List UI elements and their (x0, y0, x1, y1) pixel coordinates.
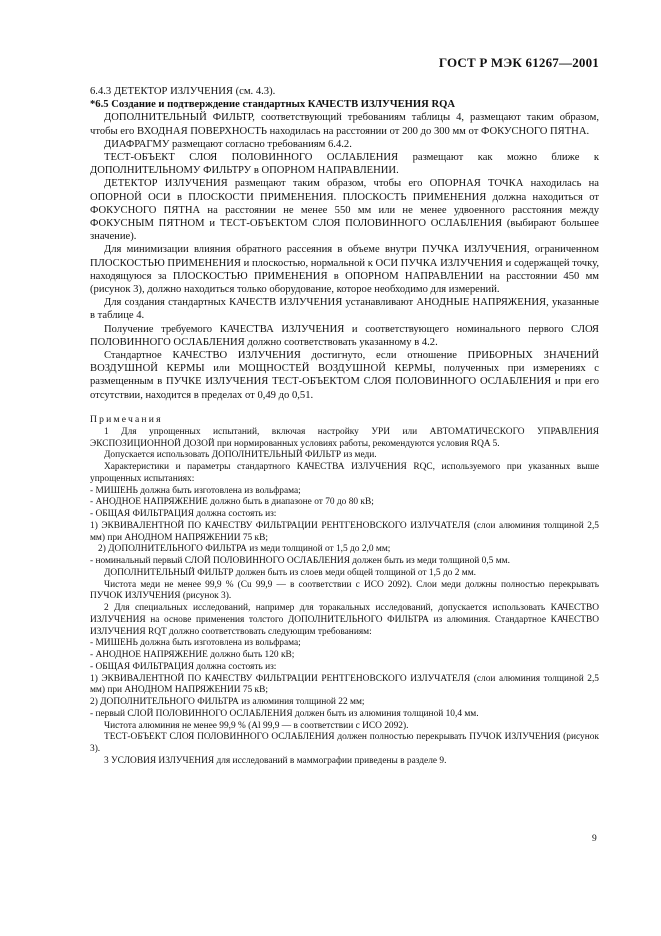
document-header: ГОСТ Р МЭК 61267—2001 (438, 55, 599, 70)
note-line: - номинальный первый СЛОЙ ПОЛОВИННОГО ОСЛАБЛЕНИЯ должен быть из меди толщиной 0,5 мм. (90, 556, 510, 567)
note-line: Чистота алюминия не менее 99,9 % (Al 99,9 — в соответствии с ИСО 2092). (104, 720, 409, 731)
note-line: 2 Для специальных исследований, например для торакальных исследований, допускается использовать КАЧЕСТВО ИЗЛУЧЕНИЯ на основе применения толстого ДОПОЛНИТЕЛЬНОГО ФИЛЬТРА из алюминия. Стандартное КАЧЕСТВО ИЗЛУЧЕНИЯ RQT должно соответствовать следующим требованиям: (90, 603, 599, 637)
note-line: 3 УСЛОВИЯ ИЗЛУЧЕНИЯ для исследований в маммографии приведены в разделе 9. (104, 755, 447, 766)
body-paragraph: Для создания стандартных КАЧЕСТВ ИЗЛУЧЕНИЯ устанавливают АНОДНЫЕ НАПРЯЖЕНИЯ, указанные в таблице 4. (90, 297, 599, 322)
body-paragraph: 6.4.3 ДЕТЕКТОР ИЗЛУЧЕНИЯ (см. 4.3). (90, 86, 276, 97)
body-paragraph: Стандартное КАЧЕСТВО ИЗЛУЧЕНИЯ достигнуто, если отношение ПРИБОРНЫХ ЗНАЧЕНИЙ ВОЗДУШНОЙ КЕРМЫ или МОЩНОСТЕЙ ВОЗДУШНОЙ КЕРМЫ, полученных при измерениях с размещенным в ПУЧКЕ ИЗЛУЧЕНИЯ ТЕСТ-ОБЪЕКТОМ СЛОЯ ПОЛОВИННОГО ОСЛАБЛЕНИЯ и при его отсутствии, находится в пределах от 0,49 до 0,51. (90, 350, 599, 401)
note-line: 2) ДОПОЛНИТЕЛЬНОГО ФИЛЬТРА из алюминия толщиной 22 мм; (90, 697, 365, 708)
body-paragraph: ДОПОЛНИТЕЛЬНЫЙ ФИЛЬТР, соответствующий требованиям таблицы 4, размещают таким образом, чтобы его ВХОДНАЯ ПОВЕРХНОСТЬ находилась на расстоянии от 200 до 300 мм от ФОКУСНОГО ПЯТНА. (90, 112, 599, 137)
body-paragraph: Для минимизации влияния обратного рассеяния в объеме внутри ПУЧКА ИЗЛУЧЕНИЯ, ограниченном ПЛОСКОСТЬЮ ПРИМЕНЕНИЯ и плоскостью, нормальной к ОСИ ПУЧКА ИЗЛУЧЕНИЯ и содержащей точку, находящуюся за ПЛОСКОСТЬЮ ПРИМЕНЕНИЯ в ОПОРНОМ НАПРАВЛЕНИИ на расстоянии 450 мм (рисунок 3), должно находиться только оборудование, которое необходимо для измерений. (90, 244, 599, 296)
page-number: 9 (592, 834, 597, 844)
note-line: 1 Для упрощенных испытаний, включая настройку УРИ или АВТОМАТИЧЕСКОГО УПРАВЛЕНИЯ ЭКСПОЗИЦИОННОЙ ДОЗОЙ при нормированных условиях работы, рекомендуются условия RQA 5. (90, 426, 599, 449)
note-line: - МИШЕНЬ должна быть изготовлена из вольфрама; (90, 485, 301, 496)
note-line: 1) ЭКВИВАЛЕНТНОЙ ПО КАЧЕСТВУ ФИЛЬТРАЦИИ РЕНТГЕНОВСКОГО ИЗЛУЧАТЕЛЯ (слои алюминия толщиной 2,5 мм) при АНОДНОМ НАПРЯЖЕНИИ 75 кВ; (90, 673, 599, 696)
notes (90, 427, 599, 768)
note-line: Допускается использовать ДОПОЛНИТЕЛЬНЫЙ ФИЛЬТР из меди. (104, 450, 377, 461)
note-line: - первый СЛОЙ ПОЛОВИННОГО ОСЛАБЛЕНИЯ должен быть из алюминия толщиной 10,4 мм. (90, 708, 479, 719)
body-paragraph: ДИАФРАГМУ размещают согласно требованиям 6.4.2. (104, 138, 352, 150)
note-line: - АНОДНОЕ НАПРЯЖЕНИЕ должно быть в диапазоне от 70 до 80 кВ; (90, 497, 374, 508)
page-content (90, 85, 599, 768)
note-line: ТЕСТ-ОБЪЕКТ СЛОЯ ПОЛОВИННОГО ОСЛАБЛЕНИЯ должен полностью перекрывать ПУЧОК ИЗЛУЧЕНИЯ (рисунок 3). (90, 732, 599, 755)
note-line: - АНОДНОЕ НАПРЯЖЕНИЕ должно быть 120 кВ; (90, 650, 295, 661)
note-line: - МИШЕНЬ должна быть изготовлена из вольфрама; (90, 638, 301, 649)
body-paragraph: Получение требуемого КАЧЕСТВА ИЗЛУЧЕНИЯ и соответствующего номинального первого СЛОЯ ПОЛОВИННОГО ОСЛАБЛЕНИЯ должно соответствовать указанному в 4.2. (90, 323, 599, 348)
body-text (90, 85, 599, 402)
note-line: ДОПОЛНИТЕЛЬНЫЙ ФИЛЬТР должен быть из слоев меди общей толщиной от 1,5 до 2 мм. (104, 567, 476, 578)
body-paragraph: ТЕСТ-ОБЪЕКТ СЛОЯ ПОЛОВИННОГО ОСЛАБЛЕНИЯ размещают как можно ближе к ДОПОЛНИТЕЛЬНОМУ ФИЛЬТРУ в ОПОРНОМ НАПРАВЛЕНИИ. (90, 152, 599, 177)
note-line: 1) ЭКВИВАЛЕНТНОЙ ПО КАЧЕСТВУ ФИЛЬТРАЦИИ РЕНТГЕНОВСКОГО ИЗЛУЧАТЕЛЯ (слои алюминия толщиной 2,5 мм) при АНОДНОМ НАПРЯЖЕНИИ 75 кВ; (90, 520, 599, 543)
note-line: Характеристики и параметры стандартного КАЧЕСТВА ИЗЛУЧЕНИЯ RQC, используемого при указанных выше упрощенных испытаниях: (90, 462, 599, 484)
note-line: 2) ДОПОЛНИТЕЛЬНОГО ФИЛЬТРА из меди толщиной от 1,5 до 2,0 мм; (98, 544, 391, 555)
note-line: - ОБЩАЯ ФИЛЬТРАЦИЯ должна состоять из: (90, 661, 277, 672)
body-paragraph: *6.5 Создание и подтверждение стандартных КАЧЕСТВ ИЗЛУЧЕНИЯ RQA (90, 99, 455, 111)
notes-title: Примечания (90, 413, 163, 425)
note-line: Чистота меди не менее 99,9 % (Cu 99,9 — в соответствии с ИСО 2092). Слои меди должны полностью перекрывать ПУЧОК ИЗЛУЧЕНИЯ (рисунок 3). (90, 579, 599, 602)
body-paragraph: ДЕТЕКТОР ИЗЛУЧЕНИЯ размещают таким образом, чтобы его ОПОРНАЯ ТОЧКА находилась на ОПОРНОЙ ОСИ в ПЛОСКОСТИ ПРИМЕНЕНИЯ. ПЛОСКОСТЬ ПРИМЕНЕНИЯ должна находиться от ФОКУСНОГО ПЯТНА на расстоянии не менее 550 мм или не менее удвоенного расстояния между ФОКУСНЫМ ПЯТНОМ и ТЕСТ-ОБЪЕКТОМ СЛОЯ ПОЛОВИННОГО ОСЛАБЛЕНИЯ (выбирают большее значение). (90, 178, 599, 243)
note-line: - ОБЩАЯ ФИЛЬТРАЦИЯ должна состоять из: (90, 509, 277, 520)
